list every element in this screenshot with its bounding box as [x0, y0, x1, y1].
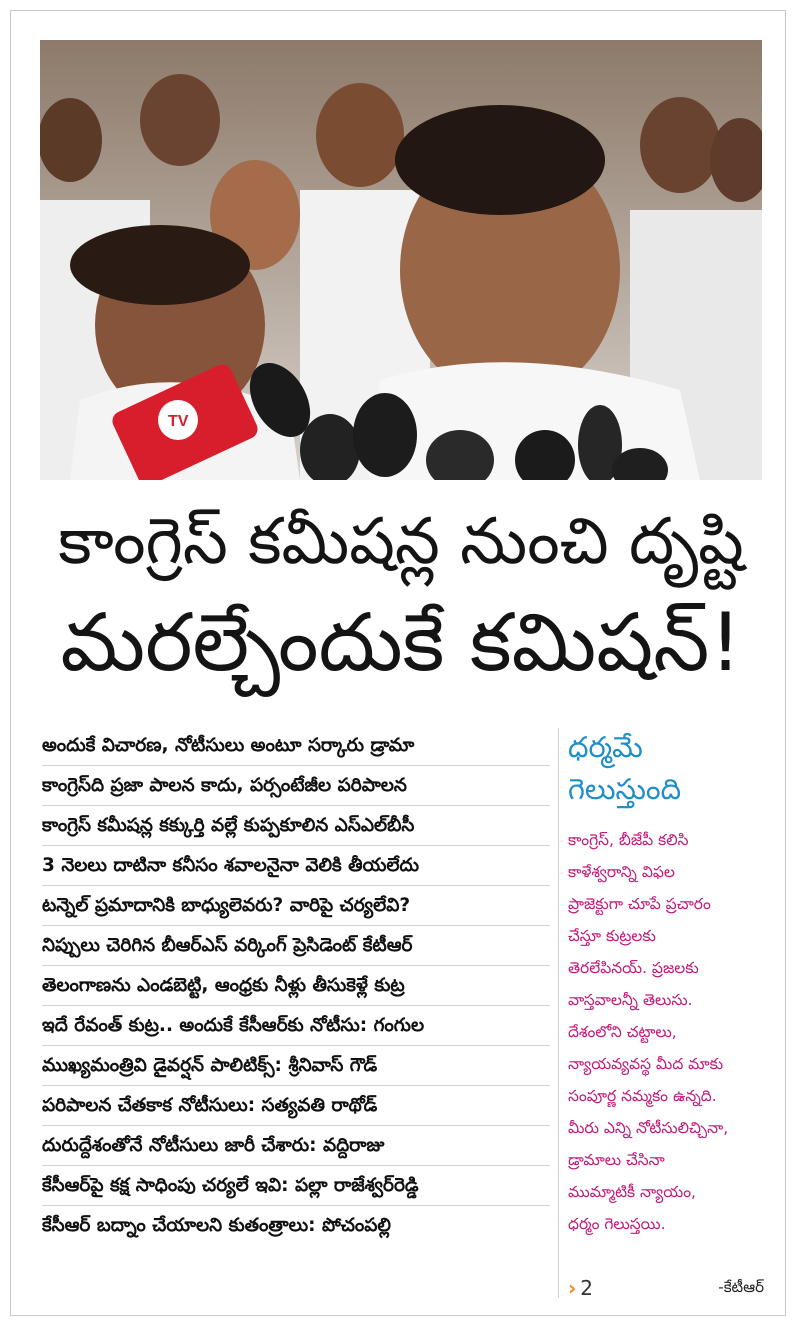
- bullet-item: కాంగ్రెస్‌ది ప్రజా పాలన కాదు, పర్సంటేజీల పరిపాలన: [42, 766, 550, 806]
- sidebar-line: కాళేశ్వరాన్ని విఫల: [568, 863, 675, 881]
- page-number: 2: [580, 1276, 593, 1300]
- bullet-item: దురుద్దేశంతోనే నోటీసులు జారీ చేశారు: వద్దిరాజు: [42, 1126, 550, 1166]
- bullet-item: ఇదే రేవంత్ కుట్ర.. అందుకే కేసీఆర్‌కు నోటీసు: గంగుల: [42, 1006, 550, 1046]
- sidebar-line: చేస్తూ కుట్రలకు: [568, 927, 656, 945]
- bullet-item: టన్నెల్ ప్రమాదానికి బాధ్యులెవరు? వారిపై చర్యలేవి?: [42, 886, 550, 926]
- sidebar-line: న్యాయవ్యవస్థ మీద మాకు: [568, 1055, 724, 1073]
- bullet-item: కేసీఆర్‌పై కక్ష సాధింపు చర్యలే ఇవి: పల్లా రాజేశ్వర్‌రెడ్డి: [42, 1166, 550, 1206]
- press-photo: [40, 40, 762, 480]
- bullet-list: [42, 726, 550, 1245]
- sidebar-footer: [568, 1276, 778, 1306]
- bullet-item: కేసీఆర్ బద్నాం చేయాలని కుతంత్రాలు: పోచంపల్లి: [42, 1215, 391, 1236]
- sidebar-line: ముమ్మాటికీ న్యాయం,: [568, 1183, 696, 1201]
- sidebar-heading: [568, 726, 778, 810]
- column-divider: [558, 728, 559, 1298]
- sidebar-heading-line-1: ధర్మమే: [568, 730, 643, 764]
- sidebar-line: డ్రామాలు చేసినా: [568, 1151, 665, 1169]
- bullet-item: అందుకే విచారణ, నోటీసులు అంటూ సర్కారు డ్రామా: [42, 726, 550, 766]
- sidebar-line: దేశంలోని చట్టాలు,: [568, 1023, 677, 1041]
- sidebar-body: [568, 824, 778, 1240]
- byline: -కేటీఆర్: [718, 1278, 764, 1296]
- bullet-item: 3 నెలలు దాటినా కనీసం శవాలనైనా వెలికి తీయలేదు: [42, 846, 550, 886]
- bullet-item: నిప్పులు చెరిగిన బీఆర్ఎస్ వర్కింగ్ ప్రెసిడెంట్ కేటీఆర్: [42, 926, 550, 966]
- bullet-item: తెలంగాణను ఎండబెట్టి, ఆంధ్రకు నీళ్లు తీసుకెళ్లే కుట్ర: [42, 966, 550, 1006]
- sidebar-line: సంపూర్ణ నమ్మకం ఉన్నది.: [568, 1087, 717, 1105]
- headline-line-1: కాంగ్రెస్ కమీషన్ల నుంచి దృష్టి: [58, 505, 744, 579]
- sidebar-line: మీరు ఎన్ని నోటీసులిచ్చినా,: [568, 1119, 729, 1137]
- headline-line-2: మరల్చేందుకే కమిషన్!: [60, 596, 742, 689]
- bullet-item: పరిపాలన చేతకాక నోటీసులు: సత్యవతి రాథోడ్: [42, 1086, 550, 1126]
- bullet-item: ముఖ్యమంత్రివి డైవర్షన్ పాలిటిక్స్: శ్రీనివాస్ గౌడ్: [42, 1046, 550, 1086]
- sidebar-line: వాస్తవాలన్నీ తెలుసు.: [568, 991, 693, 1009]
- page-reference[interactable]: [568, 1276, 593, 1300]
- bullet-item: కాంగ్రెస్ కమీషన్ల కక్కుర్తి వల్లే కుప్పకూలిన ఎస్ఎల్‌బీసీ: [42, 806, 550, 846]
- sidebar-line: ధర్మం గెలుస్తయి.: [568, 1215, 666, 1233]
- chevron-right-icon: ›: [568, 1276, 577, 1300]
- sidebar-line: తెరలేపినయ్. ప్రజలకు: [568, 959, 699, 977]
- mic-logo: TV: [168, 413, 189, 430]
- sidebar-line: కాంగ్రెస్, బీజేపీ కలిసి: [568, 831, 689, 849]
- sidebar-line: ప్రాజెక్టుగా చూపే ప్రచారం: [568, 895, 711, 913]
- sidebar-quote: [568, 726, 778, 1240]
- sidebar-heading-line-2: గెలుస్తుంది: [568, 772, 682, 806]
